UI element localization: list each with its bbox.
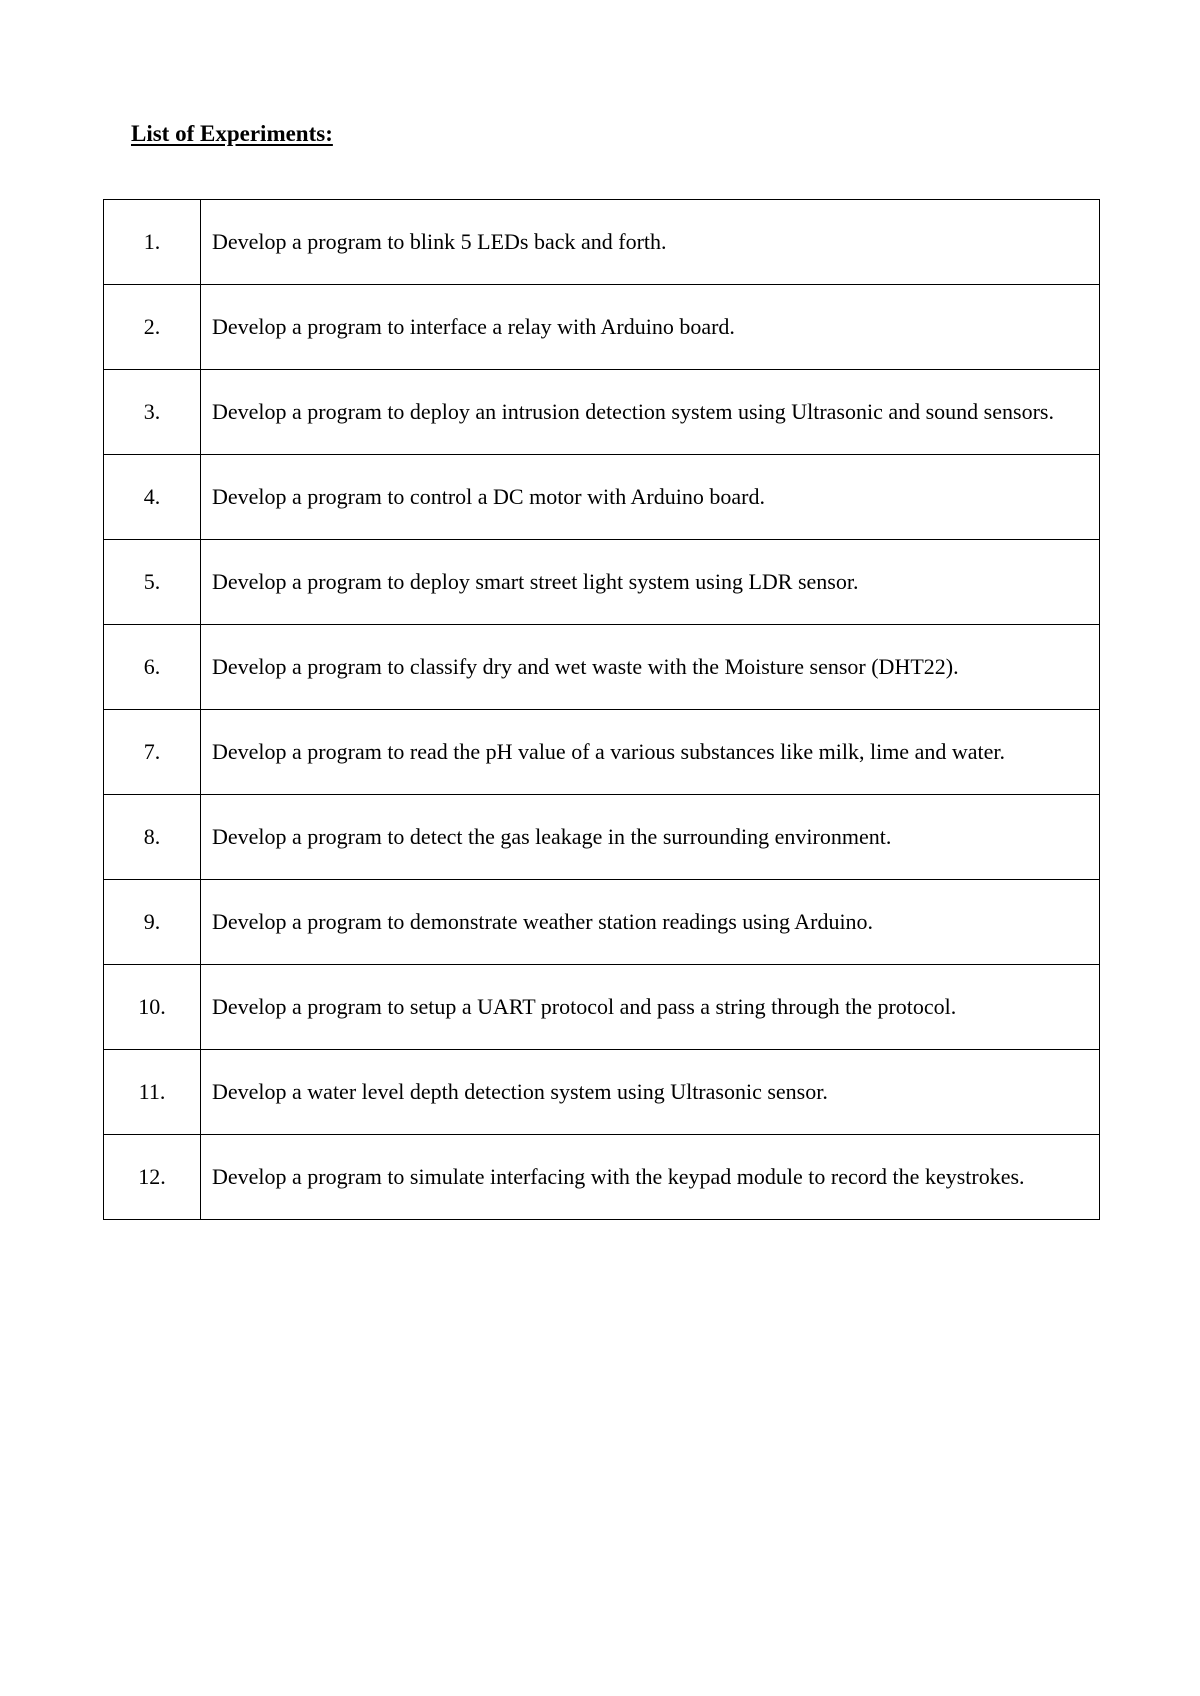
experiment-number: 11. <box>104 1050 201 1135</box>
experiment-description: Develop a program to detect the gas leakage in the surrounding environment. <box>201 795 1100 880</box>
experiment-number: 4. <box>104 455 201 540</box>
experiment-number: 9. <box>104 880 201 965</box>
experiment-number: 12. <box>104 1135 201 1220</box>
experiment-description: Develop a water level depth detection system using Ultrasonic sensor. <box>201 1050 1100 1135</box>
experiment-description: Develop a program to demonstrate weather station readings using Arduino. <box>201 880 1100 965</box>
experiment-number: 7. <box>104 710 201 795</box>
table-row <box>104 795 1100 880</box>
experiment-number: 1. <box>104 200 201 285</box>
experiment-description: Develop a program to simulate interfacing with the keypad module to record the keystrokes. <box>201 1135 1100 1220</box>
experiment-number: 3. <box>104 370 201 455</box>
table-row <box>104 200 1100 285</box>
table-row <box>104 710 1100 795</box>
page-title: List of Experiments: <box>131 121 333 146</box>
experiments-table <box>103 199 1100 1220</box>
experiment-description: Develop a program to setup a UART protocol and pass a string through the protocol. <box>201 965 1100 1050</box>
table-row <box>104 965 1100 1050</box>
table-row <box>104 1135 1100 1220</box>
experiment-description: Develop a program to classify dry and wet waste with the Moisture sensor (DHT22). <box>201 625 1100 710</box>
experiment-number: 5. <box>104 540 201 625</box>
experiment-description: Develop a program to read the pH value of a various substances like milk, lime and water. <box>201 710 1100 795</box>
table-row <box>104 880 1100 965</box>
experiment-description: Develop a program to control a DC motor with Arduino board. <box>201 455 1100 540</box>
experiment-number: 8. <box>104 795 201 880</box>
table-row <box>104 540 1100 625</box>
table-row <box>104 625 1100 710</box>
experiment-description: Develop a program to blink 5 LEDs back and forth. <box>201 200 1100 285</box>
table-row <box>104 1050 1100 1135</box>
experiment-number: 2. <box>104 285 201 370</box>
table-row <box>104 455 1100 540</box>
table-row <box>104 370 1100 455</box>
experiment-description: Develop a program to deploy an intrusion detection system using Ultrasonic and sound sensors. <box>201 370 1100 455</box>
experiment-number: 6. <box>104 625 201 710</box>
table-row <box>104 285 1100 370</box>
experiment-description: Develop a program to interface a relay with Arduino board. <box>201 285 1100 370</box>
experiment-description: Develop a program to deploy smart street light system using LDR sensor. <box>201 540 1100 625</box>
experiment-number: 10. <box>104 965 201 1050</box>
